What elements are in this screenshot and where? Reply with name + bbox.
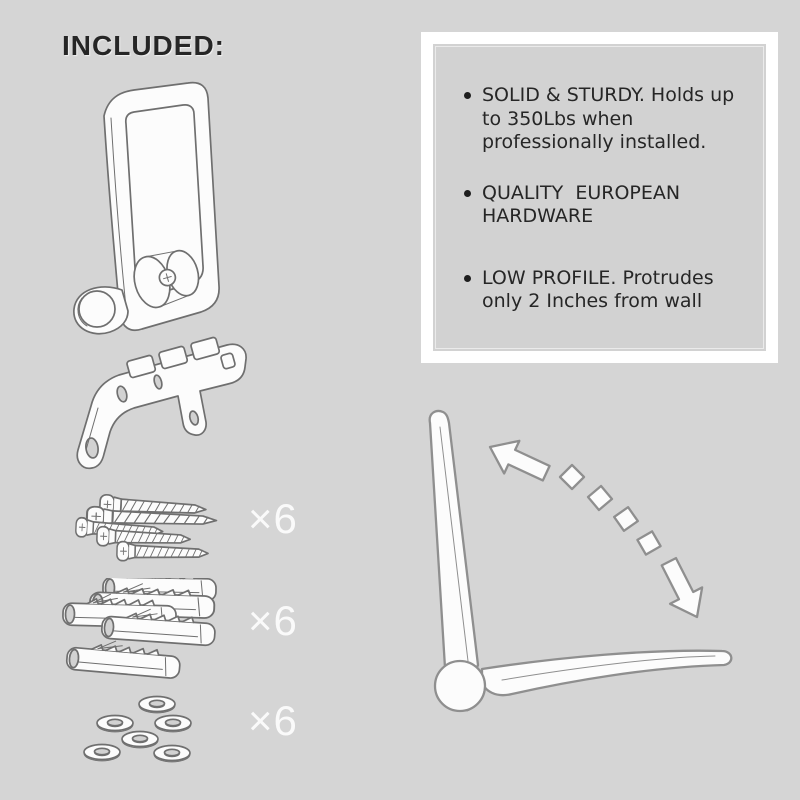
motion-dash-icon [560, 465, 584, 489]
washers-illustration [70, 692, 210, 767]
fold-down-arrow-icon [653, 554, 713, 626]
bullet-line: only 2 Inches from wall [482, 290, 703, 312]
hinge-knob [79, 291, 115, 327]
included-heading: INCLUDED: [62, 30, 225, 61]
screws-qty-label: ×6 [248, 495, 298, 542]
feature-quality-hardware [466, 182, 750, 229]
motion-dash-icon [614, 507, 638, 531]
motion-dash-icon [588, 486, 612, 510]
feature-box [421, 32, 778, 363]
wall-plate [430, 411, 478, 684]
fold-motion-diagram [410, 385, 800, 730]
feature-solid-sturdy [466, 84, 750, 155]
fold-up-arrow-icon [482, 431, 553, 490]
motion-dash-icon [637, 531, 660, 554]
bullet-line: professionally installed. [482, 131, 707, 153]
bullet-line: SOLID & STURDY. Holds up [482, 84, 735, 106]
bullet-line: QUALITY EUROPEAN [482, 181, 681, 204]
folded-seat-illustration [40, 70, 320, 360]
anchors-qty-label: ×6 [248, 597, 298, 644]
bullet-line: LOW PROFILE. Protrudes [482, 266, 714, 289]
bracket-illustration [70, 330, 330, 480]
feature-low-profile [466, 267, 750, 314]
feature-list [433, 44, 766, 314]
washers-qty-label: ×6 [248, 697, 298, 744]
bullet-line: to 350Lbs when [482, 107, 634, 130]
bullet-line: HARDWARE [482, 205, 594, 227]
seat-arm [482, 651, 731, 695]
